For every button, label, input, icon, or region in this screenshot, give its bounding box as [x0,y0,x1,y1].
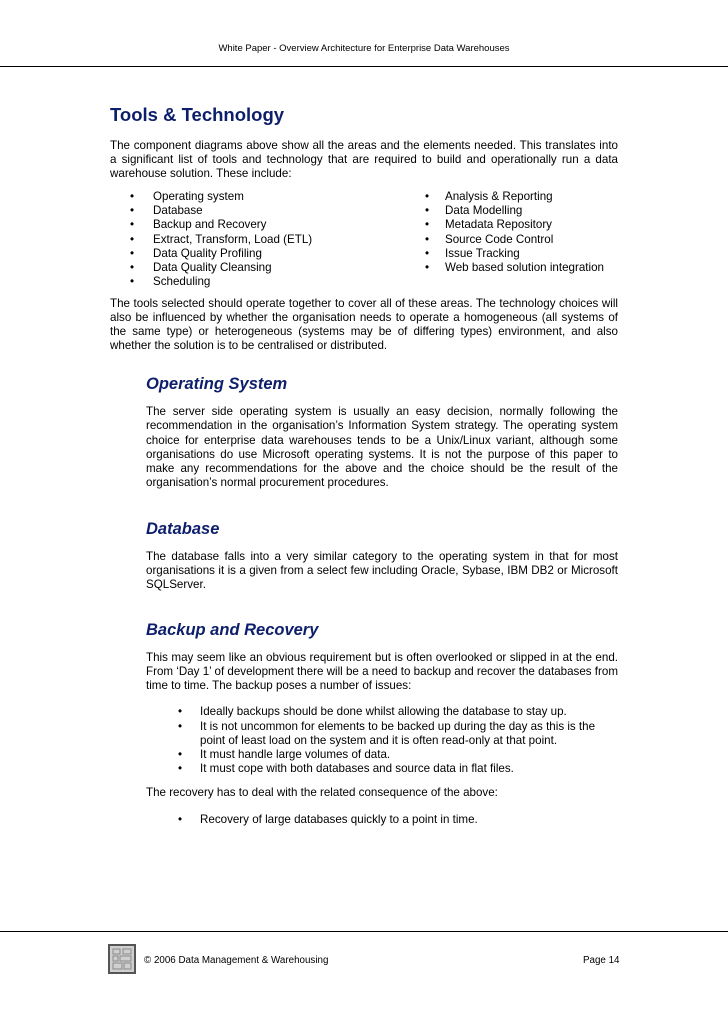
backup-title: Backup and Recovery [146,621,319,640]
backup-issues-list [146,705,618,775]
section-title: Tools & Technology [110,104,285,125]
tools-list-right [425,190,604,289]
recovery-list [146,813,618,827]
header-title: White Paper - Overview Architecture for Enterprise Data Warehouses [218,43,510,54]
list-item: • Operating system [130,190,244,204]
backup-section [146,620,618,827]
list-item: • Issue Tracking [425,246,520,260]
footer-rule [0,931,728,932]
list-item: • Data Modelling [425,204,523,218]
list-item: • Backup and Recovery [130,218,267,232]
database-text: The database falls into a very similar category to the operating system in that for most organisations it is a given from a select few including Oracle, Sybase, IBM DB2 or Microsoft SQLServer. [146,549,618,592]
list-item: • Recovery of large databases quickly to a point in time. [178,813,478,826]
list-item: • Web based solution integration [425,260,604,274]
footer-copyright: © 2006 Data Management & Warehousing [144,955,329,966]
list-item: • Metadata Repository [425,218,552,232]
list-item: • Database [130,204,203,218]
operating-system-title: Operating System [146,375,288,394]
database-section [146,519,618,592]
list-item: • Extract, Transform, Load (ETL) [130,232,313,246]
list-item: • Ideally backups should be done whilst allowing the database to stay up. [178,705,567,719]
operating-system-text: The server side operating system is usually an easy decision, normally following the recommendation in the organisation’s Information System strategy. The operating system choice for enterprise data warehouses tends to be a Unix/Linux variant, although some organisations do use Microsoft operating systems. It is not the purpose of this paper to make any recommendations for the above and the choice should be the result of the organisation’s normal procurement procedures. [146,405,618,489]
list-item: • It must cope with both databases and source data in flat files. [178,761,514,775]
operating-system-section [146,374,618,490]
closing-paragraph: The tools selected should operate together to cover all of these areas. The technology choices will also be influenced by whether the organisation needs to operate a homogeneous (all systems of the same type) or heterogeneous (systems may be of differing types) environment, and also whether the solution is to be centralised or distributed. [110,296,618,353]
header-rule [0,66,728,67]
list-item: • It must handle large volumes of data. [178,747,391,761]
list-item: • Data Quality Profiling [130,246,262,260]
list-item: • Analysis & Reporting [425,190,553,204]
database-title: Database [146,519,220,538]
list-item: • It is not uncommon for elements to be backed up during the day as this is the point of least load on the system and it is often read-only at that point. [178,719,596,747]
intro-paragraph: The component diagrams above show all the areas and the elements needed. This translates into a significant list of tools and technology that are required to build and operationally run a data warehouse solution. These include: [110,139,618,181]
backup-text: This may seem like an obvious requirement but is often overlooked or slipped in at the end. From ‘Day 1’ of development there will be a need to backup and recover the databases from time to time. The backup poses a number of issues: [146,651,618,693]
list-item: • Source Code Control [425,232,554,246]
page-content [110,104,618,837]
list-item: • Data Quality Cleansing [130,260,272,274]
tools-list-left [110,190,425,289]
page-number: Page 14 [583,955,620,966]
tools-list [110,190,618,289]
recovery-text: The recovery has to deal with the related consequence of the above: [146,785,498,799]
company-logo-icon [108,944,136,974]
list-item: • Scheduling [130,274,211,288]
